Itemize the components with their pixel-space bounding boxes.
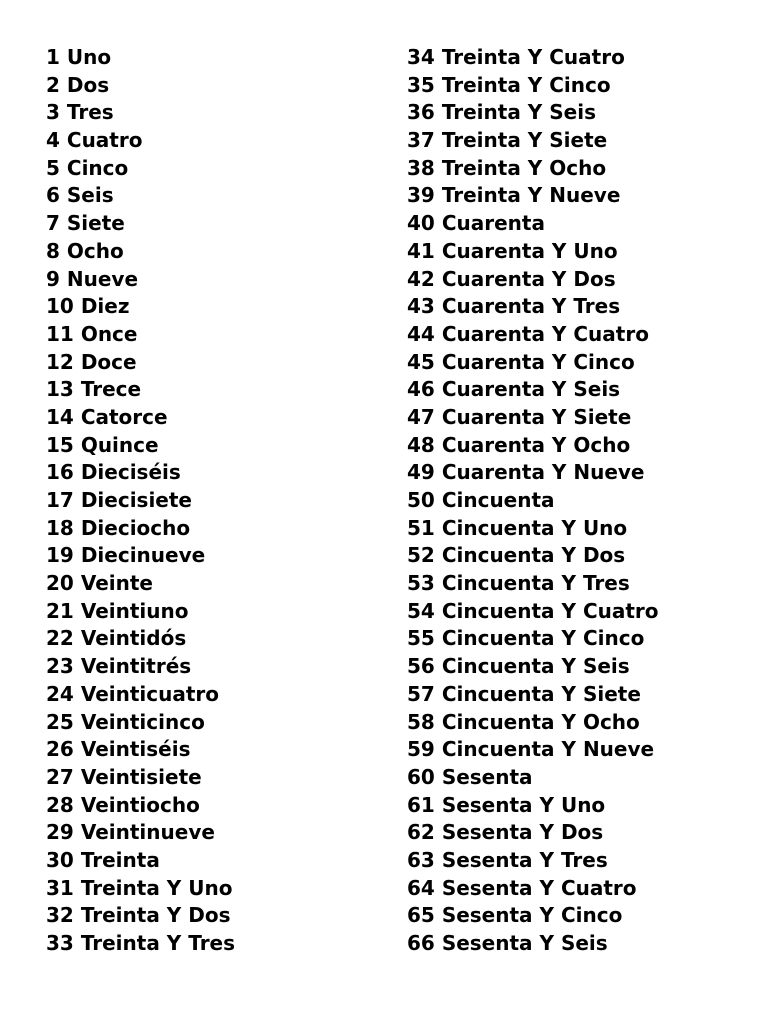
entry-number: 21	[46, 598, 74, 623]
number-entry	[407, 155, 747, 183]
entry-number: 41	[407, 238, 435, 263]
entry-number: 45	[407, 349, 435, 374]
number-entry	[407, 653, 747, 681]
number-entry	[407, 432, 747, 460]
entry-number: 43	[407, 294, 435, 319]
number-entry	[46, 99, 386, 127]
entry-number: 20	[46, 571, 74, 596]
entry-number: 7	[46, 211, 60, 236]
number-entry	[46, 266, 386, 294]
entry-word: Treinta Y Uno	[80, 875, 233, 900]
entry-number: 64	[407, 875, 435, 900]
number-entry	[407, 764, 747, 792]
number-entry	[407, 598, 747, 626]
entry-word: Cincuenta Y Cinco	[441, 626, 645, 651]
entry-number: 65	[407, 903, 435, 928]
entry-word: Cincuenta Y Cuatro	[441, 598, 659, 623]
entry-word: Trece	[80, 377, 142, 402]
entry-number: 47	[407, 404, 435, 429]
entry-word: Cinco	[66, 155, 129, 180]
number-entry	[46, 736, 386, 764]
entry-word: Treinta Y Cinco	[441, 72, 611, 97]
entry-word: Doce	[80, 349, 137, 374]
number-entry	[407, 238, 747, 266]
entry-number: 30	[46, 847, 74, 872]
entry-word: Once	[80, 321, 138, 346]
entry-number: 56	[407, 654, 435, 679]
entry-word: Sesenta	[441, 764, 533, 789]
entry-word: Veintisiete	[80, 764, 202, 789]
entry-word: Veintiuno	[80, 598, 189, 623]
number-entry	[407, 709, 747, 737]
entry-word: Treinta Y Dos	[80, 903, 231, 928]
number-entry	[407, 127, 747, 155]
entry-word: Dieciocho	[80, 515, 191, 540]
entry-number: 50	[407, 488, 435, 512]
entry-number: 38	[407, 155, 435, 180]
entry-word: Sesenta Y Seis	[441, 931, 608, 955]
number-entry	[407, 182, 747, 210]
number-entry	[407, 72, 747, 100]
entry-word: Cincuenta Y Tres	[441, 571, 630, 596]
number-entry	[407, 681, 747, 709]
entry-number: 9	[46, 266, 60, 291]
entry-number: 33	[46, 931, 74, 955]
entry-number: 26	[46, 737, 74, 762]
entry-word: Sesenta Y Tres	[441, 847, 608, 872]
number-entry	[407, 349, 747, 377]
entry-number: 35	[407, 72, 435, 97]
entry-word: Treinta Y Siete	[441, 128, 608, 153]
entry-word: Cuatro	[66, 128, 143, 153]
number-entry	[46, 238, 386, 266]
number-entry	[46, 459, 386, 487]
number-entry	[46, 210, 386, 238]
entry-word: Treinta Y Cuatro	[441, 45, 625, 69]
entry-word: Cuarenta	[441, 211, 545, 236]
number-entry	[407, 376, 747, 404]
entry-number: 15	[46, 432, 74, 457]
number-entry	[46, 72, 386, 100]
number-entry	[46, 570, 386, 598]
number-entry	[407, 293, 747, 321]
entry-number: 17	[46, 488, 74, 512]
entry-word: Cincuenta Y Nueve	[441, 737, 655, 762]
entry-word: Sesenta Y Dos	[441, 820, 604, 845]
entry-number: 10	[46, 294, 74, 319]
entry-number: 63	[407, 847, 435, 872]
number-entry	[407, 266, 747, 294]
entry-word: Cuarenta Y Dos	[441, 266, 616, 291]
number-entry	[46, 847, 386, 875]
entry-number: 12	[46, 349, 74, 374]
entry-word: Veintiocho	[80, 792, 200, 817]
entry-number: 46	[407, 377, 435, 402]
number-entry	[46, 321, 386, 349]
entry-word: Veinte	[80, 571, 153, 596]
entry-word: Diecisiete	[80, 488, 192, 512]
number-entry	[46, 515, 386, 543]
number-entry	[407, 792, 747, 820]
number-entry	[407, 99, 747, 127]
entry-word: Cuarenta Y Cuatro	[441, 321, 649, 346]
entry-word: Cuarenta Y Cinco	[441, 349, 635, 374]
entry-word: Cuarenta Y Ocho	[441, 432, 631, 457]
entry-number: 6	[46, 183, 60, 208]
entry-number: 4	[46, 128, 60, 153]
entry-number: 31	[46, 875, 74, 900]
entry-number: 28	[46, 792, 74, 817]
entry-word: Veinticinco	[80, 709, 205, 734]
number-entry	[407, 570, 747, 598]
entry-number: 32	[46, 903, 74, 928]
entry-word: Diez	[80, 294, 130, 319]
number-entry	[407, 875, 747, 903]
entry-number: 59	[407, 737, 435, 762]
number-entry	[46, 764, 386, 792]
number-entry	[407, 210, 747, 238]
entry-word: Cuarenta Y Tres	[441, 294, 621, 319]
number-entry	[46, 902, 386, 930]
entry-number: 3	[46, 100, 60, 125]
entry-word: Uno	[66, 45, 112, 69]
entry-number: 54	[407, 598, 435, 623]
number-entry	[46, 432, 386, 460]
entry-word: Cincuenta Y Ocho	[441, 709, 640, 734]
number-entry	[407, 847, 747, 875]
number-entry	[46, 625, 386, 653]
entry-number: 25	[46, 709, 74, 734]
entry-word: Veintitrés	[80, 654, 192, 679]
entry-number: 39	[407, 183, 435, 208]
entry-word: Treinta	[80, 847, 160, 872]
entry-number: 37	[407, 128, 435, 153]
number-entry	[407, 321, 747, 349]
entry-word: Veintidós	[80, 626, 187, 651]
number-entry	[46, 542, 386, 570]
entry-number: 36	[407, 100, 435, 125]
number-entry	[46, 792, 386, 820]
entry-number: 51	[407, 515, 435, 540]
entry-number: 66	[407, 931, 435, 955]
entry-number: 61	[407, 792, 435, 817]
entry-number: 5	[46, 155, 60, 180]
entry-word: Diecinueve	[80, 543, 206, 568]
number-entry	[407, 819, 747, 847]
entry-number: 48	[407, 432, 435, 457]
entry-word: Dieciséis	[80, 460, 181, 485]
number-entry	[407, 515, 747, 543]
entry-word: Cuarenta Y Nueve	[441, 460, 645, 485]
number-entry	[46, 875, 386, 903]
number-entry	[46, 127, 386, 155]
entry-number: 11	[46, 321, 74, 346]
entry-number: 23	[46, 654, 74, 679]
number-entry	[407, 736, 747, 764]
number-entry	[46, 44, 386, 72]
entry-number: 62	[407, 820, 435, 845]
entry-number: 29	[46, 820, 74, 845]
entry-number: 53	[407, 571, 435, 596]
entry-number: 16	[46, 460, 74, 485]
entry-word: Catorce	[80, 404, 168, 429]
number-entry	[407, 625, 747, 653]
entry-number: 13	[46, 377, 74, 402]
number-entry	[46, 598, 386, 626]
entry-word: Cuarenta Y Uno	[441, 238, 618, 263]
number-entry	[46, 930, 386, 958]
entry-number: 27	[46, 764, 74, 789]
entry-word: Cuarenta Y Siete	[441, 404, 632, 429]
entry-word: Treinta Y Ocho	[441, 155, 607, 180]
entry-number: 44	[407, 321, 435, 346]
number-entry	[407, 902, 747, 930]
number-entry	[407, 44, 747, 72]
number-entry	[407, 404, 747, 432]
entry-word: Cincuenta Y Dos	[441, 543, 626, 568]
number-entry	[46, 155, 386, 183]
number-list-right-column	[407, 44, 747, 958]
entry-number: 8	[46, 238, 60, 263]
number-entry	[407, 542, 747, 570]
number-entry	[46, 182, 386, 210]
number-entry	[46, 376, 386, 404]
entry-word: Veinticuatro	[80, 681, 220, 706]
entry-word: Cincuenta Y Seis	[441, 654, 630, 679]
entry-word: Treinta Y Seis	[441, 100, 596, 125]
number-entry	[46, 709, 386, 737]
entry-word: Sesenta Y Uno	[441, 792, 606, 817]
entry-number: 2	[46, 72, 60, 97]
entry-word: Tres	[66, 100, 114, 125]
entry-number: 55	[407, 626, 435, 651]
number-entry	[46, 653, 386, 681]
number-entry	[407, 487, 747, 515]
entry-word: Treinta Y Tres	[80, 931, 236, 955]
entry-word: Dos	[66, 72, 110, 97]
entry-word: Siete	[66, 211, 125, 236]
entry-word: Sesenta Y Cinco	[441, 903, 623, 928]
entry-word: Quince	[80, 432, 159, 457]
entry-word: Cincuenta	[441, 488, 555, 512]
entry-number: 60	[407, 764, 435, 789]
entry-word: Cuarenta Y Seis	[441, 377, 621, 402]
number-list-left-column	[46, 44, 386, 958]
entry-number: 58	[407, 709, 435, 734]
entry-word: Cincuenta Y Siete	[441, 681, 641, 706]
entry-number: 40	[407, 211, 435, 236]
number-entry	[46, 487, 386, 515]
entry-number: 14	[46, 404, 74, 429]
entry-word: Seis	[66, 183, 114, 208]
entry-word: Treinta Y Nueve	[441, 183, 621, 208]
number-entry	[46, 681, 386, 709]
entry-word: Veintiséis	[80, 737, 191, 762]
entry-word: Cincuenta Y Uno	[441, 515, 628, 540]
number-entry	[407, 459, 747, 487]
entry-word: Sesenta Y Cuatro	[441, 875, 637, 900]
entry-number: 34	[407, 45, 435, 69]
number-entry	[46, 293, 386, 321]
entry-number: 18	[46, 515, 74, 540]
entry-word: Nueve	[66, 266, 139, 291]
entry-number: 52	[407, 543, 435, 568]
entry-number: 24	[46, 681, 74, 706]
entry-number: 49	[407, 460, 435, 485]
number-entry	[46, 404, 386, 432]
entry-number: 42	[407, 266, 435, 291]
number-entry	[46, 349, 386, 377]
entry-number: 22	[46, 626, 74, 651]
entry-number: 57	[407, 681, 435, 706]
entry-word: Veintinueve	[80, 820, 215, 845]
entry-word: Ocho	[66, 238, 124, 263]
number-entry	[407, 930, 747, 958]
number-entry	[46, 819, 386, 847]
entry-number: 1	[46, 45, 60, 69]
entry-number: 19	[46, 543, 74, 568]
